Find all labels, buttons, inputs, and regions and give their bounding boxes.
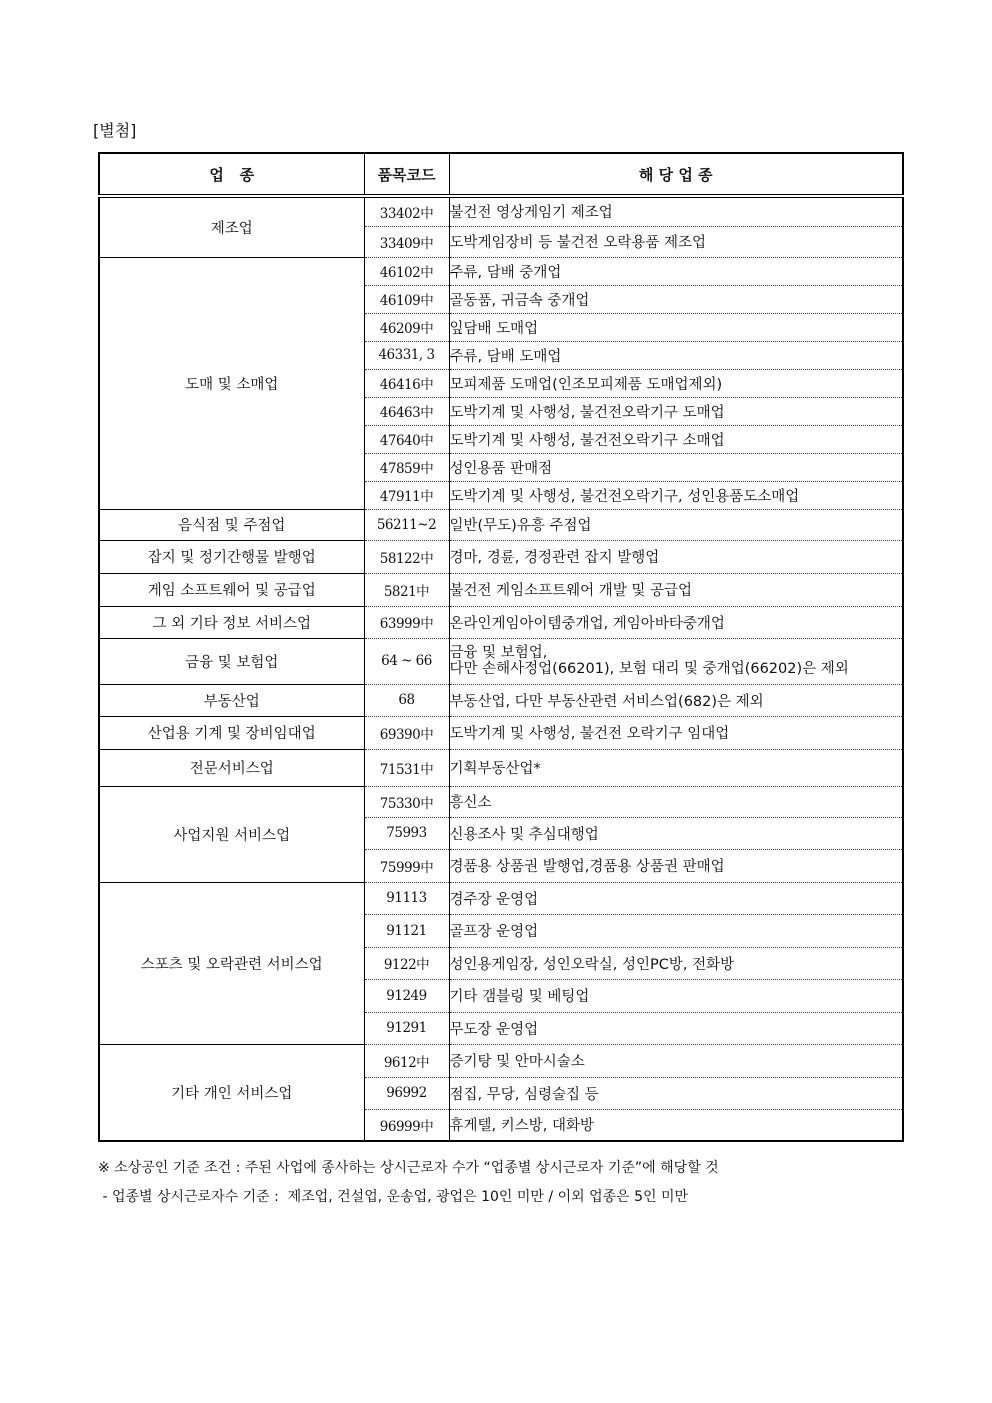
code-cell: 71531中 <box>364 749 449 786</box>
code-cell: 91121 <box>364 914 449 947</box>
table-row <box>99 540 903 573</box>
industry-cell: 전문서비스업 <box>99 749 364 786</box>
code-cell: 46416中 <box>364 369 449 397</box>
industry-cell: 그 외 기타 정보 서비스업 <box>99 606 364 638</box>
table-row <box>99 786 903 817</box>
related-industry-cell: 불건전 영상게임기 제조업 <box>449 196 903 226</box>
related-industry-cell: 경마, 경륜, 경정관련 잡지 발행업 <box>449 540 903 573</box>
code-cell: 56211~2 <box>364 509 449 540</box>
industry-cell: 게임 소프트웨어 및 공급업 <box>99 573 364 606</box>
industry-cell: 잡지 및 정기간행물 발행업 <box>99 540 364 573</box>
header-related: 해 당 업 종 <box>449 153 903 196</box>
related-industry-cell: 도박기계 및 사행성, 불건전 오락기구 임대업 <box>449 716 903 749</box>
table-row <box>99 509 903 540</box>
related-industry-cell: 휴게텔, 키스방, 대화방 <box>449 1109 903 1141</box>
code-cell: 64 ~ 66 <box>364 638 449 684</box>
related-industry-cell: 주류, 담배 중개업 <box>449 257 903 285</box>
industry-cell: 기타 개인 서비스업 <box>99 1044 364 1141</box>
code-cell: 33402中 <box>364 196 449 226</box>
attachment-label: [별첨] <box>93 121 137 140</box>
code-cell: 9122中 <box>364 947 449 979</box>
related-industry-cell: 무도장 운영업 <box>449 1012 903 1044</box>
code-cell: 69390中 <box>364 716 449 749</box>
related-industry-cell: 온라인게임아이템중개업, 게임아바타중개업 <box>449 606 903 638</box>
code-cell: 75999中 <box>364 849 449 882</box>
code-cell: 63999中 <box>364 606 449 638</box>
related-industry-cell: 점집, 무당, 심령술집 등 <box>449 1077 903 1109</box>
related-industry-cell: 흥신소 <box>449 786 903 817</box>
table-row <box>99 684 903 716</box>
code-cell: 47859中 <box>364 453 449 481</box>
related-industry-line: 다만 손해사정업(66201), 보험 대리 및 중개업(66202)은 제외 <box>449 661 849 677</box>
industry-cell: 음식점 및 주점업 <box>99 509 364 540</box>
table-row <box>99 716 903 749</box>
related-industry-cell: 도박기계 및 사행성, 불건전오락기구 소매업 <box>449 425 903 453</box>
code-cell: 46109中 <box>364 285 449 313</box>
code-cell: 75993 <box>364 817 449 849</box>
code-cell: 47911中 <box>364 481 449 509</box>
related-industry-line: 금융 및 보험업, <box>449 645 548 661</box>
related-industry-cell: 주류, 담배 도매업 <box>449 341 903 369</box>
table-row <box>99 749 903 786</box>
code-cell: 47640中 <box>364 425 449 453</box>
table-row <box>99 1044 903 1077</box>
code-cell: 46102中 <box>364 257 449 285</box>
related-industry-cell: 기타 갬블링 및 베팅업 <box>449 979 903 1012</box>
industry-cell: 사업지원 서비스업 <box>99 786 364 882</box>
criteria-note: ※ 소상공인 기준 조건 : 주된 사업에 종사하는 상시근로자 수가 “업종별 상시근로자 기준”에 해당할 것 <box>98 1160 719 1176</box>
related-industry-cell: 도박게임장비 등 불건전 오락용품 제조업 <box>449 226 903 257</box>
related-industry-cell: 골동품, 귀금속 중개업 <box>449 285 903 313</box>
code-cell: 9612中 <box>364 1044 449 1077</box>
code-cell: 46331, 3 <box>364 341 449 369</box>
code-cell: 96999中 <box>364 1109 449 1141</box>
related-industry-cell: 증기탕 및 안마시술소 <box>449 1044 903 1077</box>
code-cell: 33409中 <box>364 226 449 257</box>
table-row <box>99 882 903 914</box>
header-code: 품목코드 <box>364 153 449 196</box>
related-industry-cell: 도박기계 및 사행성, 불건전오락기구 도매업 <box>449 397 903 425</box>
related-industry-cell: 불건전 게임소프트웨어 개발 및 공급업 <box>449 573 903 606</box>
related-industry-cell: 일반(무도)유흥 주점업 <box>449 509 903 540</box>
related-industry-cell: 경주장 운영업 <box>449 882 903 914</box>
code-cell: 96992 <box>364 1077 449 1109</box>
related-industry-cell: 성인용게임장, 성인오락실, 성인PC방, 전화방 <box>449 947 903 979</box>
related-industry-cell: 신용조사 및 추심대행업 <box>449 817 903 849</box>
related-industry-cell: 기획부동산업* <box>449 749 903 786</box>
table-row <box>99 638 903 684</box>
code-cell: 91291 <box>364 1012 449 1044</box>
code-cell: 91249 <box>364 979 449 1012</box>
table-row <box>99 573 903 606</box>
code-cell: 75330中 <box>364 786 449 817</box>
industry-cell: 부동산업 <box>99 684 364 716</box>
industry-cell: 스포츠 및 오락관련 서비스업 <box>99 882 364 1044</box>
related-industry-cell: 성인용품 판매점 <box>449 453 903 481</box>
industry-cell: 산업용 기계 및 장비임대업 <box>99 716 364 749</box>
code-cell: 5821中 <box>364 573 449 606</box>
industry-cell: 금융 및 보험업 <box>99 638 364 684</box>
related-industry-cell: 부동산업, 다만 부동산관련 서비스업(682)은 제외 <box>449 684 903 716</box>
header-industry: 업 종 <box>99 153 364 196</box>
industry-cell: 도매 및 소매업 <box>99 257 364 509</box>
code-cell: 46463中 <box>364 397 449 425</box>
related-industry-cell: 모피제품 도매업(인조모피제품 도매업제외) <box>449 369 903 397</box>
code-cell: 68 <box>364 684 449 716</box>
code-cell: 58122中 <box>364 540 449 573</box>
related-industry-cell: 도박기계 및 사행성, 불건전오락기구, 성인용품도소매업 <box>449 481 903 509</box>
table-row <box>99 606 903 638</box>
related-industry-cell: 잎담배 도매업 <box>449 313 903 341</box>
industry-cell: 제조업 <box>99 196 364 257</box>
criteria-detail-note: - 업종별 상시근로자수 기준 : 제조업, 건설업, 운송업, 광업은 10인 미만 / 이외 업종은 5인 미만 <box>98 1189 689 1205</box>
table-row <box>99 196 903 226</box>
code-cell: 46209中 <box>364 313 449 341</box>
code-cell: 91113 <box>364 882 449 914</box>
industry-table <box>98 152 904 1142</box>
related-industry-cell: 경품용 상품권 발행업,경품용 상품권 판매업 <box>449 849 903 882</box>
related-industry-cell: 골프장 운영업 <box>449 914 903 947</box>
table-header-row <box>99 153 903 196</box>
related-industry-cell <box>449 638 903 684</box>
table-body <box>99 196 903 1141</box>
table-row <box>99 257 903 285</box>
